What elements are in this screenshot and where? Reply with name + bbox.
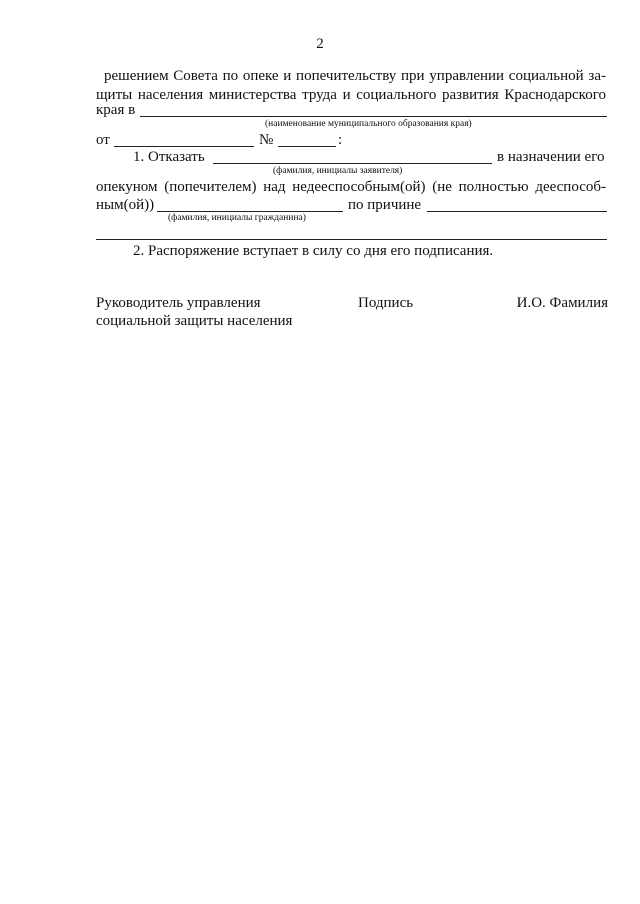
item1-suffix: в назначении его <box>497 149 605 165</box>
municipality-caption: (наименование муниципального образования края) <box>265 119 472 129</box>
date-prefix: от <box>96 132 110 148</box>
applicant-blank-line <box>213 163 492 164</box>
item1-refuse-prefix: 1. Отказать <box>133 149 205 165</box>
date-line-colon: : <box>338 132 343 148</box>
item1-line-3-prefix: ным(ой)) <box>96 197 155 213</box>
date-blank-line <box>114 146 254 147</box>
citizen-blank-line <box>157 211 343 212</box>
intro-line-3-prefix: края в <box>96 102 136 118</box>
signatory-name: И.О. Фамилия <box>516 295 608 311</box>
page-number: 2 <box>316 36 324 52</box>
reason-continuation-line <box>96 239 607 240</box>
item1-line-2: опекуном (попечителем) над недееспособным(ой) (не полностью дееспособ- <box>96 179 606 195</box>
intro-line-1: решением Совета по опеке и попечительству при управлении социальной за- <box>104 68 606 84</box>
item2-text: 2. Распоряжение вступает в силу со дня его подписания. <box>133 243 494 259</box>
number-sign: № <box>259 132 274 148</box>
citizen-caption: (фамилия, инициалы гражданина) <box>168 213 306 223</box>
reason-blank-line <box>427 211 607 212</box>
applicant-caption: (фамилия, инициалы заявителя) <box>273 166 403 176</box>
intro-line-2: щиты населения министерства труда и социального развития Краснодарского <box>96 87 606 103</box>
signatory-position-line-2: социальной защиты населения <box>96 313 293 329</box>
municipality-blank-line <box>140 116 607 117</box>
number-blank-line <box>278 146 336 147</box>
reason-label: по причине <box>348 197 422 213</box>
signatory-position-line-1: Руководитель управления <box>96 295 261 311</box>
signature-label: Подпись <box>358 295 414 311</box>
